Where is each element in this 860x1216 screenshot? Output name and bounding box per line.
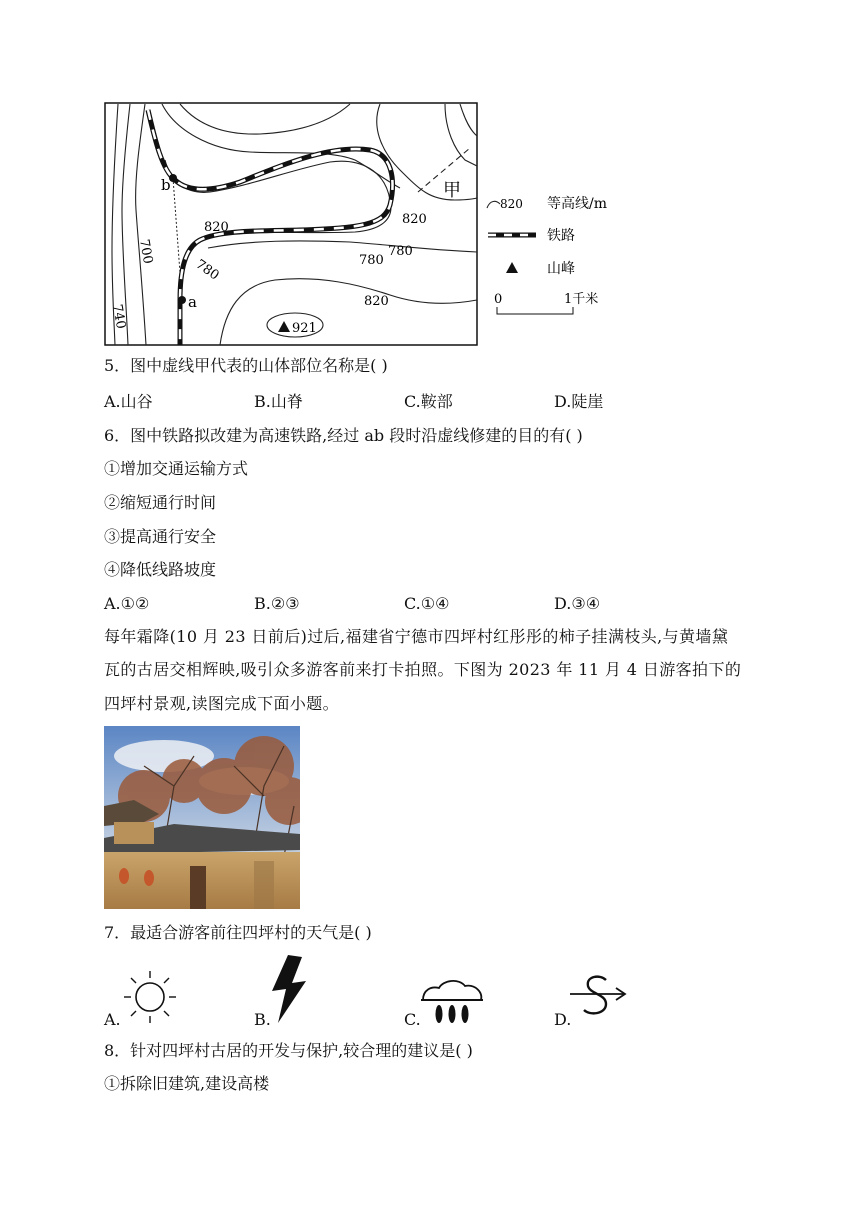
legend-peak-text: 山峰 (547, 261, 575, 277)
village-photo (104, 726, 300, 909)
q6-item-4: ④降低线路坡度 (104, 560, 217, 579)
q5-option-b: B.山脊 (254, 392, 303, 411)
question-7-stem: 7．最适合游客前往四坪村的天气是( ) (104, 923, 372, 942)
legend-railway-text: 铁路 (547, 228, 575, 244)
q7-option-a-label: A. (104, 1010, 121, 1029)
legend-scale-zero: 0 (494, 292, 503, 307)
question-5-stem: 5．图中虚线甲代表的山体部位名称是( ) (104, 356, 388, 375)
legend-contour-sample: 820 (500, 197, 523, 211)
map-legend (487, 195, 607, 314)
lightning-icon (268, 953, 310, 1025)
q6-option-c: C.①④ (404, 594, 450, 613)
point-b-label: b (161, 176, 171, 194)
question-6-stem: 6．图中铁路拟改建为高速铁路,经过 ab 段时沿虚线修建的目的有( ) (104, 426, 583, 445)
q7-option-d-label: D. (554, 1010, 572, 1029)
q7-option-c-label: C. (404, 1010, 421, 1029)
wind-icon (568, 972, 630, 1022)
q6-item-3: ③提高通行安全 (104, 527, 217, 546)
contour-label-820-lower: 820 (364, 294, 389, 309)
legend-peak-icon (506, 262, 518, 273)
q7-option-b-label: B. (254, 1010, 271, 1029)
q6-option-b: B.②③ (254, 594, 300, 613)
q6-option-a: A.①② (104, 594, 150, 613)
contour-label-820-right: 820 (402, 212, 427, 227)
contour-label-780-upper: 780 (192, 256, 222, 284)
contour-label-820-top: 820 (204, 220, 229, 235)
passage-line-3: 四坪村景观,读图完成下面小题。 (104, 694, 340, 713)
point-a-label: a (188, 293, 197, 311)
legend-scale-end: 1千米 (564, 292, 599, 307)
sun-icon (120, 967, 180, 1027)
q8-item-1: ①拆除旧建筑,建设高楼 (104, 1074, 270, 1093)
contour-label-780-right: 780 (388, 244, 413, 259)
topographic-map (100, 100, 620, 350)
passage-line-1: 每年霜降(10 月 23 日前后)过后,福建省宁德市四坪村红彤彤的柿子挂满枝头,与黄墙黛 (104, 627, 729, 646)
peak-elevation-label: 921 (292, 321, 317, 336)
q5-option-a: A.山谷 (104, 392, 153, 411)
q5-option-c: C.鞍部 (404, 392, 453, 411)
feature-jia-label: 甲 (443, 180, 461, 201)
contour-label-700: 700 (136, 238, 156, 266)
contour-label-780-lower: 780 (359, 253, 384, 268)
question-8-stem: 8．针对四坪村古居的开发与保护,较合理的建议是( ) (104, 1041, 473, 1060)
passage-line-2: 瓦的古居交相辉映,吸引众多游客前来打卡拍照。下图为 2023 年 11 月 4 日游客拍下的 (104, 660, 742, 679)
contour-label-740: 740 (109, 303, 129, 331)
legend-contour-text: 等高线/m (547, 196, 607, 212)
q5-option-d: D.陡崖 (554, 392, 604, 411)
q6-item-1: ①增加交通运输方式 (104, 459, 249, 478)
q6-item-2: ②缩短通行时间 (104, 493, 217, 512)
rain-cloud-icon (419, 978, 485, 1026)
q6-option-d: D.③④ (554, 594, 601, 613)
